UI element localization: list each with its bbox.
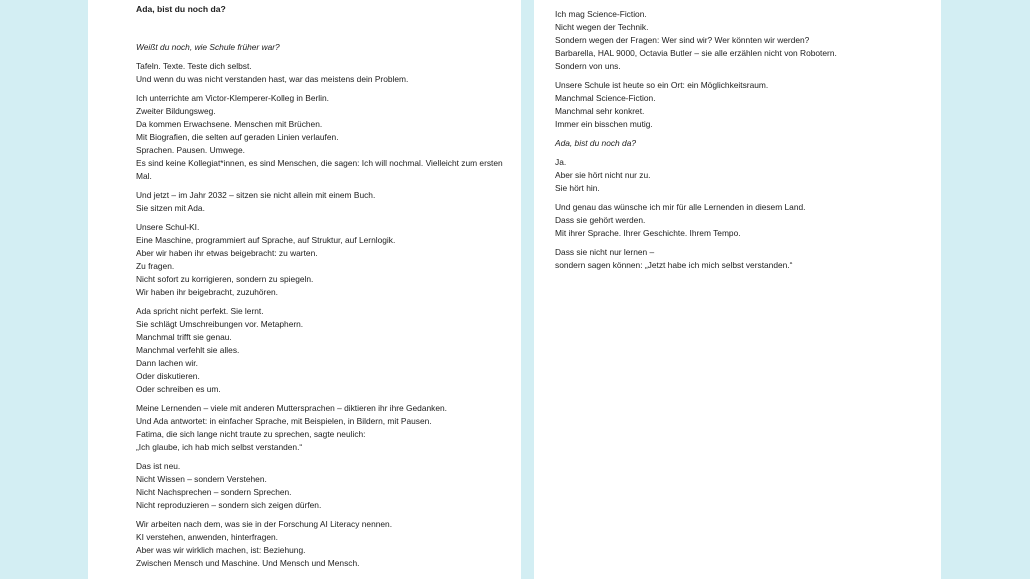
document-page-right (534, 0, 941, 579)
text-line: Sondern von uns. (555, 61, 621, 71)
text-line: Und genau das wünsche ich mir für alle Lernenden in diesem Land. (555, 202, 806, 212)
text-line: Sie hört hin. (555, 183, 600, 193)
text-line: Ada spricht nicht perfekt. Sie lernt. (136, 306, 264, 316)
paragraph (136, 460, 521, 512)
text-line: Barbarella, HAL 9000, Octavia Butler – sie alle erzählen nicht von Robotern. (555, 48, 837, 58)
text-line: Sie sitzen mit Ada. (136, 203, 205, 213)
text-line: Mit Biografien, die selten auf geraden Linien verlaufen. (136, 132, 339, 142)
paragraph (136, 305, 521, 396)
text-line: Aber sie hört nicht nur zu. (555, 170, 651, 180)
text-line: Und wenn du was nicht verstanden hast, war das meistens dein Problem. (136, 74, 409, 84)
text-line: Das ist neu. (136, 461, 181, 471)
text-line: Dass sie nicht nur lernen – (555, 247, 655, 257)
text-line: Aber wir haben ihr etwas beigebracht: zu warten. (136, 248, 318, 258)
text-line: Und Ada antwortet: in einfacher Sprache, mit Beispielen, in Bildern, mit Pausen. (136, 416, 432, 426)
text-line: Dass sie gehört werden. (555, 215, 646, 225)
text-line: Ich mag Science-Fiction. (555, 9, 647, 19)
text-line: Fatima, die sich lange nicht traute zu sprechen, sagte neulich: (136, 429, 366, 439)
text-line: Nicht Nachsprechen – sondern Sprechen. (136, 487, 292, 497)
text-line: Oder schreiben es um. (136, 384, 221, 394)
text-line: Sondern wegen der Fragen: Wer sind wir? Wer könnten wir werden? (555, 35, 810, 45)
text-line: Wir arbeiten nach dem, was sie in der Forschung AI Literacy nennen. (136, 519, 393, 529)
text-line: Oder diskutieren. (136, 371, 200, 381)
text-line: Da kommen Erwachsene. Menschen mit Brüchen. (136, 119, 323, 129)
text-line: Ich unterrichte am Victor-Klemperer-Kolleg in Berlin. (136, 93, 330, 103)
text-line: Ja. (555, 157, 567, 167)
text-line: Mit ihrer Sprache. Ihrer Geschichte. Ihrem Tempo. (555, 228, 741, 238)
text-line: Nicht reproduzieren – sondern sich zeigen dürfen. (136, 500, 322, 510)
text-line: KI verstehen, anwenden, hinterfragen. (136, 532, 279, 542)
text-line: Es sind keine Kollegiat*innen, es sind Menschen, die sagen: Ich will nochmal. Vielleicht zum ersten Mal. (136, 158, 503, 181)
text-line: Zweiter Bildungsweg. (136, 106, 216, 116)
paragraph (555, 156, 941, 195)
document-title: Ada, bist du noch da? (136, 4, 226, 14)
question-heading: Ada, bist du noch da? (555, 138, 637, 148)
text-line: Nicht wegen der Technik. (555, 22, 649, 32)
text-line: Zu fragen. (136, 261, 175, 271)
text-line: Nicht sofort zu korrigieren, sondern zu spiegeln. (136, 274, 314, 284)
text-line: Manchmal sehr konkret. (555, 106, 645, 116)
paragraph (555, 246, 941, 272)
document-subtitle: Weißt du noch, wie Schule früher war? (136, 42, 280, 52)
text-line: Immer ein bisschen mutig. (555, 119, 653, 129)
text-line: Manchmal verfehlt sie alles. (136, 345, 240, 355)
text-line: Unsere Schule ist heute so ein Ort: ein Möglichkeitsraum. (555, 80, 769, 90)
document-page-left (88, 0, 521, 579)
text-line: Aber was wir wirklich machen, ist: Beziehung. (136, 545, 306, 555)
paragraph (136, 189, 521, 215)
paragraph (136, 60, 521, 86)
paragraph (136, 221, 521, 299)
text-line: Und jetzt – im Jahr 2032 – sitzen sie nicht allein mit einem Buch. (136, 190, 376, 200)
text-line: Manchmal Science-Fiction. (555, 93, 656, 103)
text-line: Sprachen. Pausen. Umwege. (136, 145, 245, 155)
text-line: Wir haben ihr beigebracht, zuzuhören. (136, 287, 278, 297)
paragraph (136, 518, 521, 570)
text-line: „Ich glaube, ich hab mich selbst verstanden.“ (136, 442, 303, 452)
paragraph (555, 201, 941, 240)
text-line: Sie schlägt Umschreibungen vor. Metaphern. (136, 319, 304, 329)
paragraph (555, 79, 941, 131)
paragraph (555, 8, 941, 73)
text-line: Manchmal trifft sie genau. (136, 332, 232, 342)
text-line: Zwischen Mensch und Maschine. Und Mensch und Mensch. (136, 558, 360, 568)
text-line: Nicht Wissen – sondern Verstehen. (136, 474, 267, 484)
text-line: Eine Maschine, programmiert auf Sprache, auf Struktur, auf Lernlogik. (136, 235, 396, 245)
text-line: Unsere Schul-KI. (136, 222, 200, 232)
text-line: Dann lachen wir. (136, 358, 198, 368)
text-line: Meine Lernenden – viele mit anderen Muttersprachen – diktieren ihr ihre Gedanken. (136, 403, 447, 413)
paragraph (136, 402, 521, 454)
paragraph (136, 92, 521, 183)
text-line: sondern sagen können: „Jetzt habe ich mich selbst verstanden.“ (555, 260, 793, 270)
text-line: Tafeln. Texte. Teste dich selbst. (136, 61, 252, 71)
